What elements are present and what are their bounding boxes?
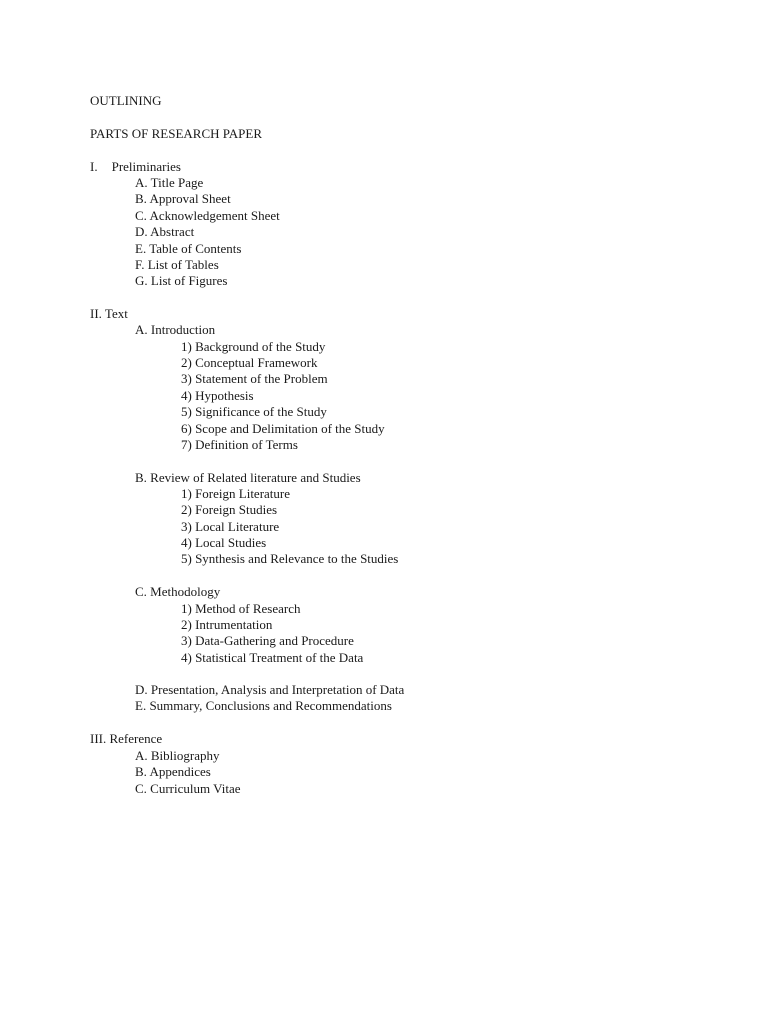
outline-subitem: 5) Significance of the Study bbox=[181, 404, 327, 419]
outline-item: C. Acknowledgement Sheet bbox=[135, 208, 280, 223]
methodology-heading: C. Methodology bbox=[135, 584, 221, 599]
summary-heading: E. Summary, Conclusions and Recommendations bbox=[135, 698, 392, 713]
outline-item: F. List of Tables bbox=[135, 257, 219, 272]
outline-subitem: 3) Statement of the Problem bbox=[181, 371, 328, 386]
outline-item: D. Abstract bbox=[135, 224, 195, 239]
outline-subitem: 1) Foreign Literature bbox=[181, 486, 291, 501]
section-preliminaries-heading bbox=[90, 159, 181, 175]
outline-item: B. Approval Sheet bbox=[135, 191, 231, 206]
outline-item: B. Appendices bbox=[135, 764, 211, 779]
section-numeral: I. bbox=[90, 159, 98, 174]
presentation-heading: D. Presentation, Analysis and Interpretation of Data bbox=[135, 682, 405, 697]
outline-subitem: 3) Data-Gathering and Procedure bbox=[181, 633, 354, 648]
section-title: Preliminaries bbox=[111, 159, 181, 174]
outline-subitem: 2) Foreign Studies bbox=[181, 502, 278, 517]
outline-subitem: 2) Intrumentation bbox=[181, 617, 273, 632]
outline-subitem: 4) Local Studies bbox=[181, 535, 267, 550]
outline-subitem: 1) Method of Research bbox=[181, 601, 301, 616]
outline-item: E. Table of Contents bbox=[135, 241, 242, 256]
introduction-heading: A. Introduction bbox=[135, 322, 216, 337]
outline-item: A. Bibliography bbox=[135, 748, 220, 763]
outline-subitem: 2) Conceptual Framework bbox=[181, 355, 318, 370]
section-text-heading: II. Text bbox=[90, 306, 128, 321]
document-title: OUTLINING bbox=[90, 93, 162, 108]
outline-subitem: 3) Local Literature bbox=[181, 519, 280, 534]
outline-subitem: 7) Definition of Terms bbox=[181, 437, 298, 452]
outline-item: C. Curriculum Vitae bbox=[135, 781, 241, 796]
document-subtitle: PARTS OF RESEARCH PAPER bbox=[90, 126, 263, 141]
outline-subitem: 1) Background of the Study bbox=[181, 339, 326, 354]
outline-subitem: 6) Scope and Delimitation of the Study bbox=[181, 421, 385, 436]
section-reference-heading: III. Reference bbox=[90, 731, 163, 746]
outline-subitem: 4) Statistical Treatment of the Data bbox=[181, 650, 364, 665]
outline-item: A. Title Page bbox=[135, 175, 204, 190]
outline-subitem: 5) Synthesis and Relevance to the Studies bbox=[181, 551, 399, 566]
review-heading: B. Review of Related literature and Studies bbox=[135, 470, 361, 485]
outline-item: G. List of Figures bbox=[135, 273, 228, 288]
outline-subitem: 4) Hypothesis bbox=[181, 388, 254, 403]
